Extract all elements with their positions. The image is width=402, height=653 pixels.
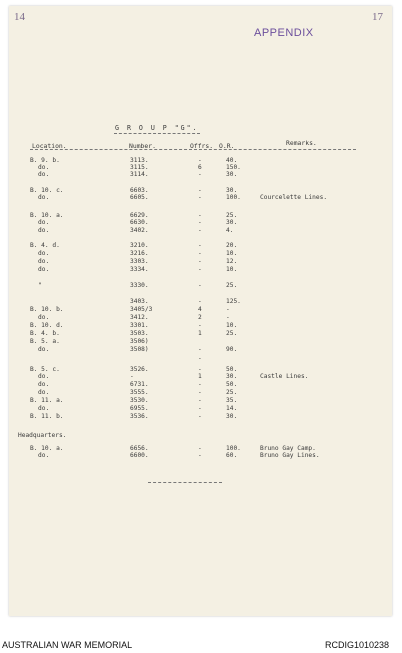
row-location: B. 10. c. xyxy=(30,187,64,194)
row-officers: - xyxy=(198,250,202,257)
row-officers: - xyxy=(198,346,202,353)
row-number: 3303. xyxy=(130,258,149,265)
row-officers: 2 xyxy=(198,314,202,321)
row-officers: - xyxy=(198,355,202,362)
row-location: do. xyxy=(38,373,50,380)
row-other-ranks: 14. xyxy=(226,405,238,412)
header-number: Number. xyxy=(129,142,156,150)
row-number: 3334. xyxy=(130,266,149,273)
row-number: 3210. xyxy=(130,242,149,249)
row-location: do. xyxy=(38,346,50,353)
row-other-ranks: 25. xyxy=(226,389,238,396)
row-officers: - xyxy=(198,194,202,201)
header-location: Location. xyxy=(32,142,67,150)
row-location: do. xyxy=(38,194,50,201)
row-number: 3526. xyxy=(130,366,149,373)
row-other-ranks: 100. xyxy=(226,445,241,452)
row-officers: - xyxy=(198,266,202,273)
row-other-ranks: 12. xyxy=(226,258,238,265)
row-other-ranks: 30. xyxy=(226,187,238,194)
header-underline xyxy=(30,149,356,150)
row-number: 6629. xyxy=(130,212,149,219)
row-remarks: Castle Lines. xyxy=(260,373,309,380)
row-other-ranks: 50. xyxy=(226,381,238,388)
row-officers: - xyxy=(198,389,202,396)
row-number: 3115. xyxy=(130,164,149,171)
row-officers: - xyxy=(198,452,202,459)
row-number: 6605. xyxy=(130,194,149,201)
row-other-ranks: 35. xyxy=(226,397,238,404)
row-location: B. 10. d. xyxy=(30,322,64,329)
row-location: do. xyxy=(38,314,50,321)
header-remarks: Remarks. xyxy=(286,139,317,147)
row-number: 3216. xyxy=(130,250,149,257)
row-officers: - xyxy=(198,366,202,373)
row-location: do. xyxy=(38,266,50,273)
row-officers: - xyxy=(198,381,202,388)
row-number: 3412. xyxy=(130,314,149,321)
row-other-ranks: 90. xyxy=(226,346,238,353)
row-other-ranks: 10. xyxy=(226,250,238,257)
row-other-ranks: 40. xyxy=(226,157,238,164)
row-other-ranks: 150. xyxy=(226,164,241,171)
row-number: 3508) xyxy=(130,346,149,353)
row-officers: - xyxy=(198,171,202,178)
row-other-ranks: 10. xyxy=(226,322,238,329)
row-number: 3114. xyxy=(130,171,149,178)
row-other-ranks: 20. xyxy=(226,242,238,249)
row-other-ranks: 125. xyxy=(226,298,241,305)
row-officers: - xyxy=(198,219,202,226)
row-location: do. xyxy=(38,171,50,178)
row-officers: - xyxy=(198,445,202,452)
row-number: 3555. xyxy=(130,389,149,396)
row-officers: 6 xyxy=(198,164,202,171)
end-rule xyxy=(148,482,222,483)
row-number: 6630. xyxy=(130,219,149,226)
row-other-ranks: 30. xyxy=(226,373,238,380)
page-number-right: 17 xyxy=(372,11,383,23)
row-number: 3113. xyxy=(130,157,149,164)
footer-reference: RCDIG1010238 xyxy=(325,640,390,650)
title-underline xyxy=(114,133,200,134)
row-officers: 4 xyxy=(198,306,202,313)
row-officers: 1 xyxy=(198,373,202,380)
row-other-ranks: 100. xyxy=(226,194,241,201)
row-number: 6731. xyxy=(130,381,149,388)
row-officers: - xyxy=(198,227,202,234)
row-officers: - xyxy=(198,322,202,329)
row-location: " xyxy=(38,282,42,289)
row-location: Headquarters. xyxy=(18,432,67,439)
row-officers: - xyxy=(198,405,202,412)
row-location: B. 9. b. xyxy=(30,157,60,164)
row-other-ranks: 25. xyxy=(226,212,238,219)
row-location: do. xyxy=(38,164,50,171)
row-location: B. 5. c. xyxy=(30,366,60,373)
row-location: B. 11. b. xyxy=(30,413,64,420)
row-location: B. 10. b. xyxy=(30,306,64,313)
row-number: 3301. xyxy=(130,322,149,329)
row-location: do. xyxy=(38,227,50,234)
row-number: 3530. xyxy=(130,397,149,404)
row-other-ranks: 4. xyxy=(226,227,234,234)
row-other-ranks: 25. xyxy=(226,330,238,337)
row-location: do. xyxy=(38,381,50,388)
row-number: 6600. xyxy=(130,452,149,459)
row-location: B. 4. d. xyxy=(30,242,60,249)
row-location: B. 5. a. xyxy=(30,338,60,345)
row-other-ranks: 60. xyxy=(226,452,238,459)
row-other-ranks: 30. xyxy=(226,219,238,226)
row-officers: - xyxy=(198,298,202,305)
row-officers: - xyxy=(198,258,202,265)
row-remarks: Bruno Gay Lines. xyxy=(260,452,320,459)
row-number: 6955. xyxy=(130,405,149,412)
row-location: B. 11. a. xyxy=(30,397,64,404)
row-number: 3330. xyxy=(130,282,149,289)
row-number: 3402. xyxy=(130,227,149,234)
group-title: G R O U P "G". xyxy=(115,124,199,132)
row-other-ranks: 50. xyxy=(226,366,238,373)
header-offrs: Offrs. xyxy=(190,142,214,150)
row-location: do. xyxy=(38,219,50,226)
row-number: 6656. xyxy=(130,445,149,452)
row-officers: - xyxy=(198,157,202,164)
row-location: B. 4. b. xyxy=(30,330,60,337)
row-number: 3405/3 xyxy=(130,306,153,313)
row-other-ranks: 30. xyxy=(226,171,238,178)
row-location: do. xyxy=(38,452,50,459)
row-location: do. xyxy=(38,250,50,257)
row-number: 3403. xyxy=(130,298,149,305)
page-number-left: 14 xyxy=(14,11,25,23)
row-officers: - xyxy=(198,212,202,219)
row-location: do. xyxy=(38,258,50,265)
row-location: B. 10. a. xyxy=(30,445,64,452)
footer-institution: AUSTRALIAN WAR MEMORIAL xyxy=(2,640,133,650)
row-other-ranks: 30. xyxy=(226,413,238,420)
row-location: do. xyxy=(38,389,50,396)
row-other-ranks: 25. xyxy=(226,282,238,289)
row-number: 3536. xyxy=(130,413,149,420)
row-remarks: Bruno Gay Camp. xyxy=(260,445,316,452)
header-or: O.R. xyxy=(219,142,235,150)
row-other-ranks: - xyxy=(226,314,230,321)
row-officers: - xyxy=(198,397,202,404)
row-other-ranks: 10. xyxy=(226,266,238,273)
appendix-stamp: APPENDIX xyxy=(254,27,314,39)
row-officers: 1 xyxy=(198,330,202,337)
row-number: 3506) xyxy=(130,338,149,345)
row-other-ranks: - xyxy=(226,306,230,313)
row-officers: - xyxy=(198,413,202,420)
row-location: B. 10. a. xyxy=(30,212,64,219)
row-number: 6603. xyxy=(130,187,149,194)
row-remarks: Courcelette Lines. xyxy=(260,194,328,201)
row-officers: - xyxy=(198,282,202,289)
row-number: - xyxy=(130,373,134,380)
row-location: do. xyxy=(38,405,50,412)
row-officers: - xyxy=(198,242,202,249)
row-number: 3503. xyxy=(130,330,149,337)
row-officers: - xyxy=(198,187,202,194)
